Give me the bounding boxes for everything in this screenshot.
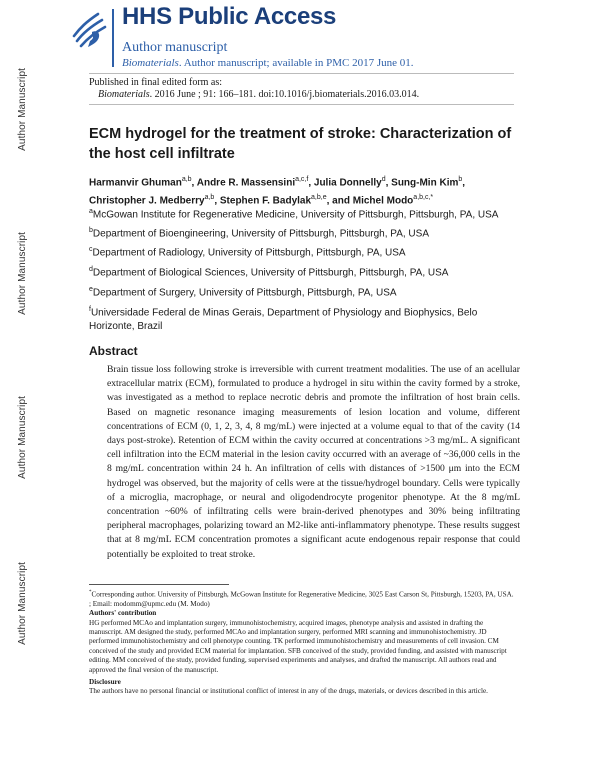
author-separator: , xyxy=(385,177,392,189)
affiliation-c: $^c$Department of Radiology, University of Pittsburgh, Pittsburgh, PA, USA xyxy=(89,246,406,259)
disclosure-heading: Disclosure xyxy=(89,678,121,687)
author-affiliation-marks: a,b xyxy=(204,194,215,202)
author-name: Michel Modo xyxy=(352,195,414,207)
author-separator: , xyxy=(191,177,197,189)
contrib-text: HG performed MCAo and implantation surgery, immunohistochemistry, acquired images, phenotype analysis and assisted in drafting the manuscript. AM designed the study, performed MCAo and implantation surgery, performed MRI scanning and immunohistochemistry. JD performed immunohistochemistry and cell phenotype counting. TK performed immunohistochemistry and measurements of cell invasion. CM conceived of the study and provided ECM material for implantation. SFB conceived of the study, provided funding, and assisted with manuscript editing. MM conceived of the study, provided funding, supervised experiments and analyses, and drafted the manuscript. All authors read and approved the final version of the manuscript. xyxy=(89,618,507,674)
header-divider xyxy=(112,9,114,67)
author-affiliation-marks: d xyxy=(381,176,386,183)
availability-text: . Author manuscript; available in PMC 2017 June 01. xyxy=(178,57,414,69)
hhs-public-access-title: HHS Public Access xyxy=(122,3,337,30)
side-label-author-manuscript: Author Manuscript xyxy=(17,232,28,315)
corresponding-author-note: *Corresponding author. University of Pittsburgh, McGowan Institute for Regenerative Medicine, 3025 East Carson St, Pittsburgh, 15203, PA, USA. ; Email: modomm@upmc.edu (M. Modo) xyxy=(89,590,514,608)
author-affiliation-marks: a,c,f xyxy=(295,176,309,183)
article-title: ECM hydrogel for the treatment of stroke: Characterization of the host cell infiltrate xyxy=(89,126,512,162)
author-affiliation-marks: b xyxy=(458,176,463,183)
author-affiliation-marks: a,b,c,* xyxy=(413,194,434,202)
author-affiliation-marks: a,b,e xyxy=(311,194,327,202)
published-label: Published in final edited form as: xyxy=(89,77,223,88)
author-name: Stephen F. Badylak xyxy=(219,195,312,207)
author-affiliation-marks: a,b xyxy=(181,176,192,183)
author-separator: , xyxy=(462,177,466,189)
affiliation-e: $^e$Department of Surgery, University of Pittsburgh, Pittsburgh, PA, USA xyxy=(89,286,397,299)
side-label-author-manuscript: Author Manuscript xyxy=(17,396,28,479)
author-name: Sung-Min Kim xyxy=(391,177,459,189)
author-name: Christopher J. Medberry xyxy=(89,195,205,207)
abstract-heading: Abstract xyxy=(89,344,138,358)
side-label-author-manuscript: Author Manuscript xyxy=(17,562,28,645)
contrib-heading: Authors' contribution xyxy=(89,609,157,618)
author-separator: , xyxy=(214,195,220,207)
divider xyxy=(89,73,514,74)
affiliation-f: $^f$Universidade Federal de Minas Gerais, Department of Physiology and Biophysics, Belo Horizonte, Brazil xyxy=(89,306,478,333)
author-name: Julia Donnelly xyxy=(313,177,382,189)
disclosure-text: The authors have no personal financial or institutional conflict of interest in any of the drugs, materials, or devices described in this article. xyxy=(89,687,488,696)
divider xyxy=(89,104,514,105)
author-name: Andre R. Massensini xyxy=(196,177,296,189)
author-list xyxy=(89,172,519,209)
author-separator: , xyxy=(308,177,314,189)
journal-name: Biomaterials xyxy=(122,57,179,69)
citation-details: . 2016 June ; 91: 166–181. doi:10.1016/j.biomaterials.2016.03.014. xyxy=(149,89,420,100)
footnotes xyxy=(89,588,517,697)
side-label-author-manuscript: Author Manuscript xyxy=(17,68,28,151)
author-separator: , and xyxy=(326,195,353,207)
hhs-eagle-logo-icon xyxy=(68,6,110,50)
affiliation-a: $^a$McGowan Institute for Regenerative Medicine, University of Pittsburgh, Pittsburgh, PA, USA xyxy=(89,208,499,221)
affiliation-b: $^b$Department of Bioengineering, University of Pittsburgh, Pittsburgh, PA, USA xyxy=(89,227,429,240)
availability-line xyxy=(122,57,414,69)
affiliation-d: $^d$Department of Biological Sciences, University of Pittsburgh, Pittsburgh, PA, USA xyxy=(89,266,449,279)
publication-citation xyxy=(98,89,419,100)
author-name: Harmanvir Ghuman xyxy=(89,177,182,189)
footnote-divider xyxy=(89,584,229,585)
author-manuscript-label: Author manuscript xyxy=(122,40,228,55)
abstract-text: Brain tissue loss following stroke is irreversible with current treatment modalities. The use of an acellular extracellular matrix (ECM), formulated to produce a hydrogel in situ within the cavity formed by a stroke, was investigated as a method to replace necrotic debris and promote the infiltration of host brain cells. Based on magnetic resonance imaging measurements of lesion location and volume, different concentrations of ECM (0, 1, 2, 3, 4, 8 mg/mL) were injected at a volume equal to that of the cavity (14 days post-stroke). Retention of ECM within the cavity occurred at concentrations >3 mg/mL. A significant cell infiltration into the ECM material in the lesion cavity occurred with an average of ~36,000 cells in the 8 mg/mL concentration within 24 h. An infiltration of cells with distances of >1500 μm into the ECM hydrogel was observed, but the majority of cells were at the tissue/hydrogel boundary. Cells were typically of a microglia, macrophage, or neural and oligodendrocyte progenitor phenotype. At the 8 mg/mL concentration ~60% of infiltrating cells were brain-derived phenotypes and 30% being infiltrating peripheral macrophages, polarizing toward an M2-like anti-inflammatory phenotype. These results suggest that at 8 mg/mL ECM concentration promotes a significant acute endogenous repair response that could potentially be exploited to treat stroke. xyxy=(107,364,520,560)
citation-journal: Biomaterials xyxy=(98,89,150,100)
